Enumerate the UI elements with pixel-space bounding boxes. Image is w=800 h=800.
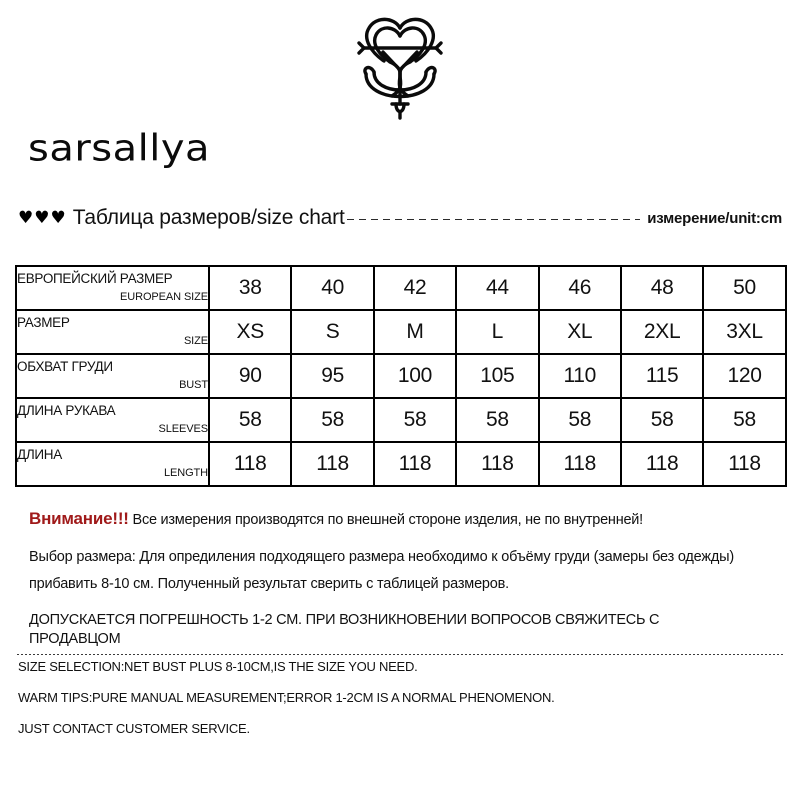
table-cell: 110 bbox=[539, 354, 621, 398]
table-cell: S bbox=[291, 310, 373, 354]
table-row bbox=[16, 266, 786, 310]
table-cell: 115 bbox=[621, 354, 703, 398]
row-label-en: LENGTH bbox=[163, 467, 208, 480]
table-cell: 118 bbox=[291, 442, 373, 486]
table-cell: 58 bbox=[703, 398, 785, 442]
table-cell: 50 bbox=[703, 266, 785, 310]
english-note-line: JUST CONTACT CUSTOMER SERVICE. bbox=[18, 721, 250, 736]
row-label-bust bbox=[16, 354, 209, 398]
table-cell: 118 bbox=[456, 442, 538, 486]
row-label-ru: ДЛИНА РУКАВА bbox=[17, 403, 116, 419]
row-label-en: SLEEVES bbox=[158, 423, 208, 436]
row-label-ru: РАЗМЕР bbox=[17, 315, 70, 331]
unit-label: измерение/unit:cm bbox=[647, 209, 782, 227]
table-cell: 2XL bbox=[621, 310, 703, 354]
table-cell: 100 bbox=[374, 354, 456, 398]
row-label-ru: ЕВРОПЕЙСКИЙ РАЗМЕР bbox=[17, 271, 173, 287]
size-chart-body bbox=[16, 266, 786, 486]
table-cell: 58 bbox=[621, 398, 703, 442]
title-dashed-connector bbox=[347, 219, 641, 220]
table-cell: 42 bbox=[374, 266, 456, 310]
table-cell: 58 bbox=[291, 398, 373, 442]
table-cell: 3XL bbox=[703, 310, 785, 354]
table-cell: XS bbox=[209, 310, 291, 354]
row-label-ru: ОБХВАТ ГРУДИ bbox=[17, 359, 113, 375]
section-divider bbox=[17, 654, 783, 655]
brand-wordmark: sarsallya bbox=[28, 127, 211, 170]
table-cell: 118 bbox=[703, 442, 785, 486]
table-cell: 118 bbox=[621, 442, 703, 486]
table-cell: 118 bbox=[374, 442, 456, 486]
size-chart-table bbox=[15, 265, 787, 487]
row-label-en: BUST bbox=[179, 379, 208, 392]
table-row bbox=[16, 354, 786, 398]
notes-section bbox=[29, 509, 774, 648]
row-label-size bbox=[16, 310, 209, 354]
row-label-en: SIZE bbox=[183, 335, 208, 348]
table-cell: 58 bbox=[209, 398, 291, 442]
table-cell: XL bbox=[539, 310, 621, 354]
page-title: Таблица размеров/size chart bbox=[72, 206, 345, 229]
table-cell: 118 bbox=[539, 442, 621, 486]
table-cell: 105 bbox=[456, 354, 538, 398]
table-cell: 90 bbox=[209, 354, 291, 398]
brand-header bbox=[0, 0, 800, 170]
attention-text: Все измерения производятся по внешней стороне изделия, не по внутренней! bbox=[132, 512, 643, 528]
table-cell: 46 bbox=[539, 266, 621, 310]
row-label-european-size bbox=[16, 266, 209, 310]
english-note-line: WARM TIPS:PURE MANUAL MEASUREMENT;ERROR 1-2CM IS A NORMAL PHENOMENON. bbox=[18, 690, 555, 705]
table-cell: 44 bbox=[456, 266, 538, 310]
table-cell: L bbox=[456, 310, 538, 354]
table-row bbox=[16, 398, 786, 442]
table-row bbox=[16, 442, 786, 486]
sarsallya-monogram-icon bbox=[350, 12, 450, 124]
english-notes-section bbox=[18, 660, 778, 753]
table-cell: 48 bbox=[621, 266, 703, 310]
row-label-en: EUROPEAN SIZE bbox=[120, 291, 208, 304]
size-chart-title-row bbox=[18, 206, 782, 230]
table-cell: 38 bbox=[209, 266, 291, 310]
table-cell: 58 bbox=[374, 398, 456, 442]
size-selection-paragraph: Выбор размера: Для опредиления подходящего размера необходимо к объёму груди (замеры без одежды) прибавить 8-10 см. Полученный результат сверить с таблицей размеров. bbox=[29, 549, 734, 593]
table-cell: M bbox=[374, 310, 456, 354]
table-cell: 95 bbox=[291, 354, 373, 398]
row-label-sleeves bbox=[16, 398, 209, 442]
english-note-line: SIZE SELECTION:NET BUST PLUS 8-10CM,IS THE SIZE YOU NEED. bbox=[18, 659, 418, 674]
table-cell: 120 bbox=[703, 354, 785, 398]
attention-label: Внимание!!! bbox=[29, 509, 129, 528]
table-cell: 40 bbox=[291, 266, 373, 310]
table-row bbox=[16, 310, 786, 354]
row-label-length bbox=[16, 442, 209, 486]
table-cell: 58 bbox=[456, 398, 538, 442]
row-label-ru: ДЛИНА bbox=[17, 447, 62, 463]
heart-icon-group: ♥♥♥ bbox=[18, 207, 67, 228]
table-cell: 118 bbox=[209, 442, 291, 486]
attention-note bbox=[29, 509, 774, 529]
tolerance-paragraph: ДОПУСКАЕТСЯ ПОГРЕШНОСТЬ 1-2 СМ. ПРИ ВОЗНИКНОВЕНИИ ВОПРОСОВ СВЯЖИТЕСЬ С ПРОДАВЦОМ bbox=[29, 612, 660, 647]
table-cell: 58 bbox=[539, 398, 621, 442]
